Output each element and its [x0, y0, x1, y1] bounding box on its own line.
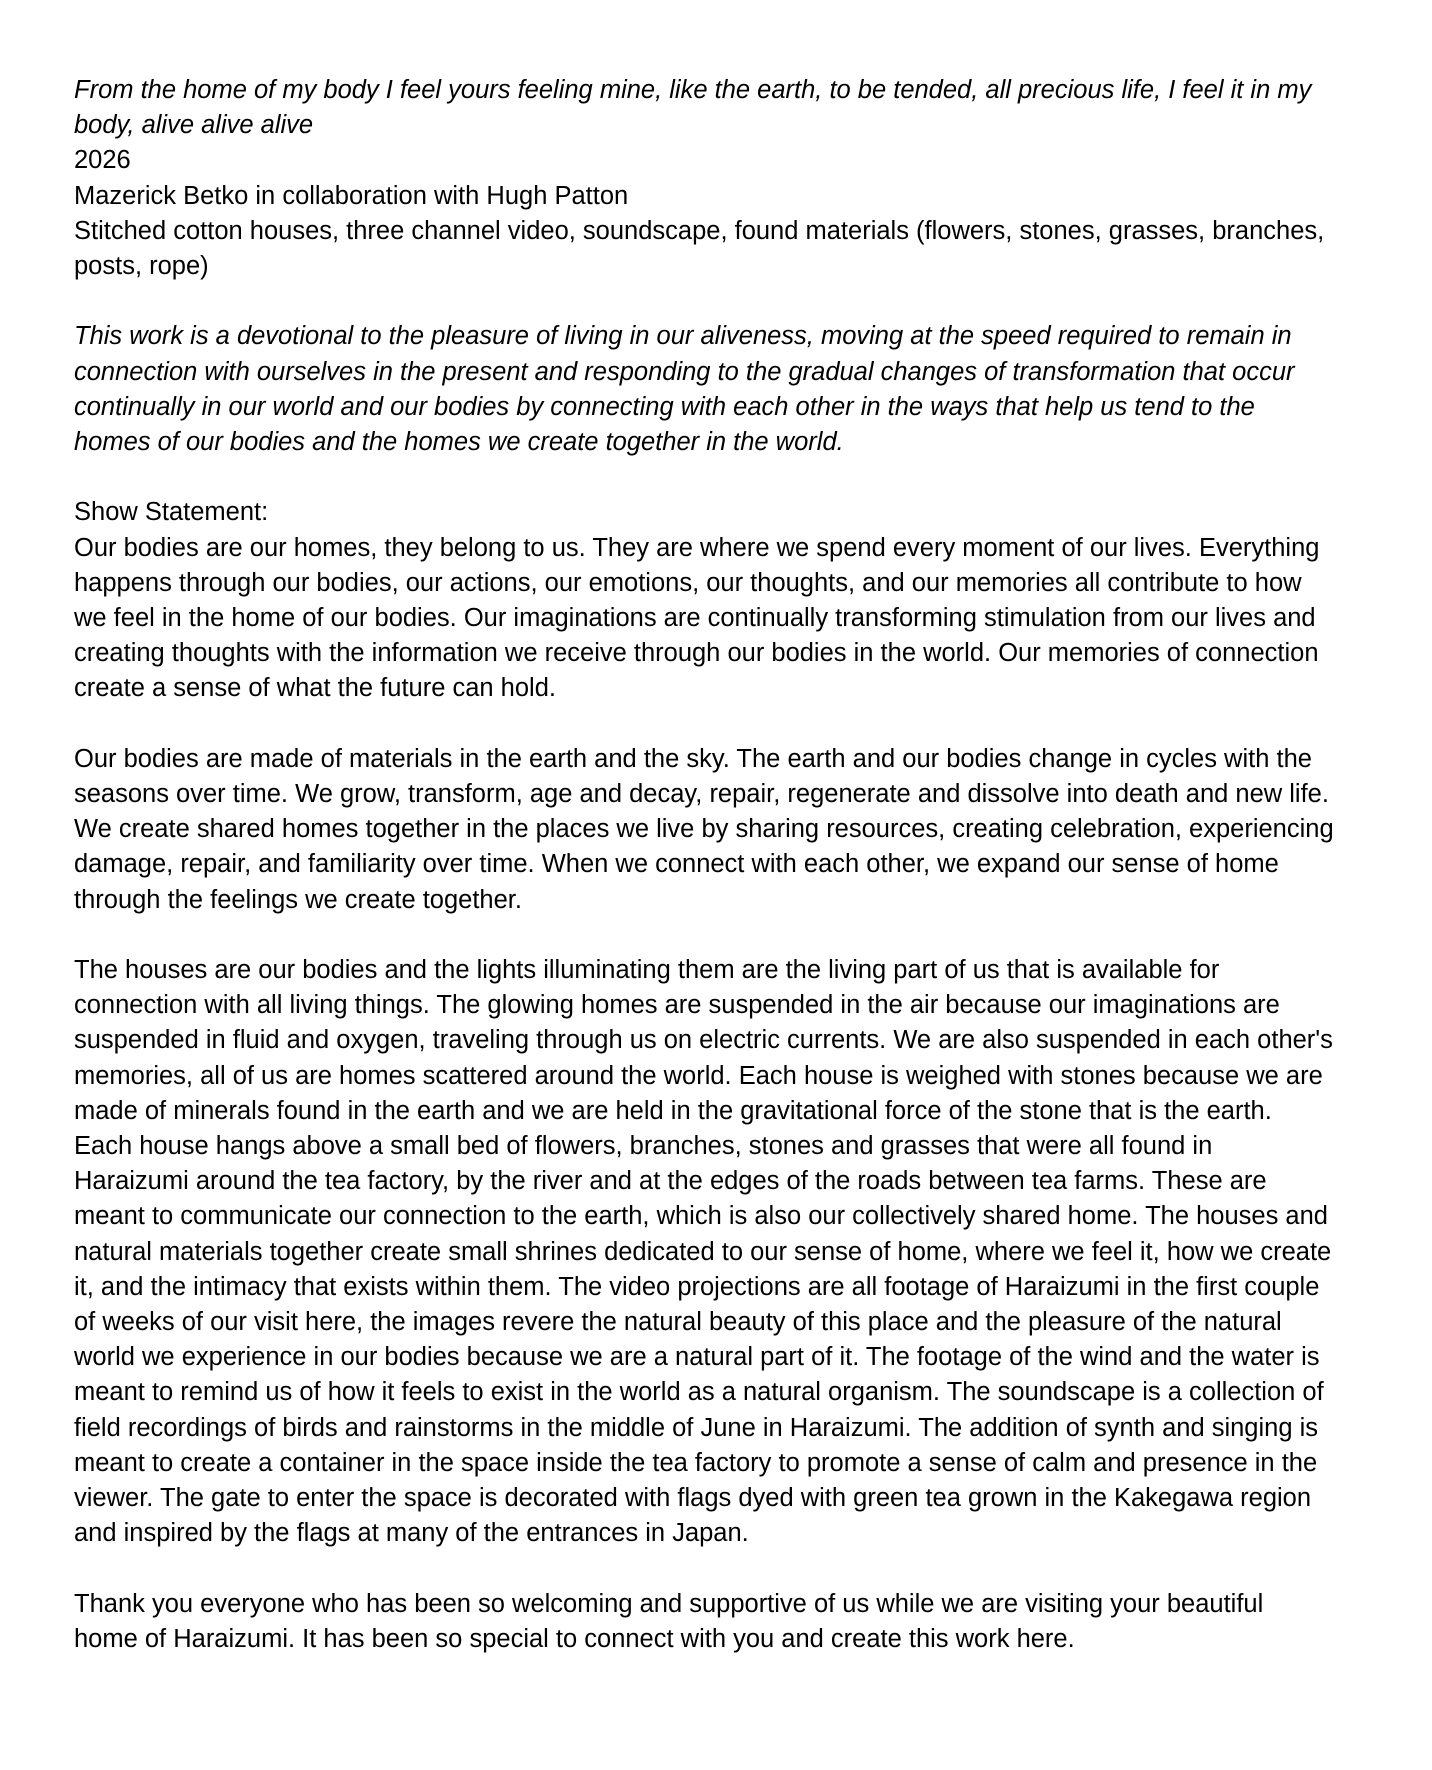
statement-paragraph-3: The houses are our bodies and the lights illuminating them are the living part of us that is available for connection with all living things. The glowing homes are suspended in the air because our imaginations are suspended in fluid and oxygen, traveling through us on electric currents. We are also suspended in each other's memories, all of us are homes scattered around the world. Each house is weighed with stones because we are made of minerals found in the earth and we are held in the gravitational force of the stone that is the earth. Each house hangs above a small bed of flowers, branches, stones and grasses that were all found in Haraizumi around the tea factory, by the river and at the edges of the roads between tea farms. These are meant to communicate our connection to the earth, which is also our collectively shared home. The houses and natural materials together create small shrines dedicated to our sense of home, where we feel it, how we create it, and the intimacy that exists within them. The video projections are all footage of Haraizumi in the first couple of weeks of our visit here, the images revere the natural beauty of this place and the pleasure of the natural world we experience in our bodies because we are a natural part of it. The footage of the wind and the water is meant to remind us of how it feels to exist in the world as a natural organism. The soundscape is a collection of field recordings of birds and rainstorms in the middle of June in Haraizumi. The addition of synth and singing is meant to create a container in the space inside the tea factory to promote a sense of calm and presence in the viewer. The gate to enter the space is decorated with flags dyed with green tea grown in the Kakegawa region and inspired by the flags at many of the entrances in Japan. [74, 956, 1333, 1548]
work-artists: Mazerick Betko in collaboration with Hugh Patton [74, 181, 629, 210]
spacer [74, 1551, 1334, 1586]
work-title: From the home of my body I feel yours feeling mine, like the earth, to be tended, all precious life, I feel it in my body, alive alive alive [74, 76, 1312, 140]
spacer [74, 707, 1334, 742]
document-page [74, 73, 1334, 1657]
statement-paragraph-1: Our bodies are our homes, they belong to us. They are where we spend every moment of our lives. Everything happens through our bodies, our actions, our emotions, our thoughts, and our memories all contribute to how we feel in the home of our bodies. Our imaginations are continually transforming stimulation from our lives and creating thoughts with the information we receive through our bodies in the world. Our memories of connection create a sense of what the future can hold. [74, 533, 1320, 703]
statement-paragraph-4: Thank you everyone who has been so welcoming and supportive of us while we are visiting your beautiful home of Haraizumi. It has been so special to connect with you and create this work here. [74, 1589, 1264, 1653]
spacer [74, 284, 1334, 319]
work-year: 2026 [74, 146, 131, 175]
spacer [74, 918, 1334, 953]
work-materials: Stitched cotton houses, three channel video, soundscape, found materials (flowers, stones, grasses, branches, posts, rope) [74, 216, 1325, 281]
spacer [74, 460, 1334, 495]
dedication-paragraph: This work is a devotional to the pleasure of living in our aliveness, moving at the speed required to remain in connection with ourselves in the present and responding to the gradual changes of transformation that occur continually in our world and our bodies by connecting with each other in the ways that help us tend to the homes of our bodies and the homes we create together in the world. [74, 322, 1295, 457]
statement-paragraph-2: Our bodies are made of materials in the earth and the sky. The earth and our bodies change in cycles with the seasons over time. We grow, transform, age and decay, repair, regenerate and dissolve into death and new life. We create shared homes together in the places we live by sharing resources, creating celebration, experiencing damage, repair, and familiarity over time. When we connect with each other, we expand our sense of home through the feelings we create together. [74, 744, 1334, 914]
statement-heading: Show Statement: [74, 498, 269, 527]
